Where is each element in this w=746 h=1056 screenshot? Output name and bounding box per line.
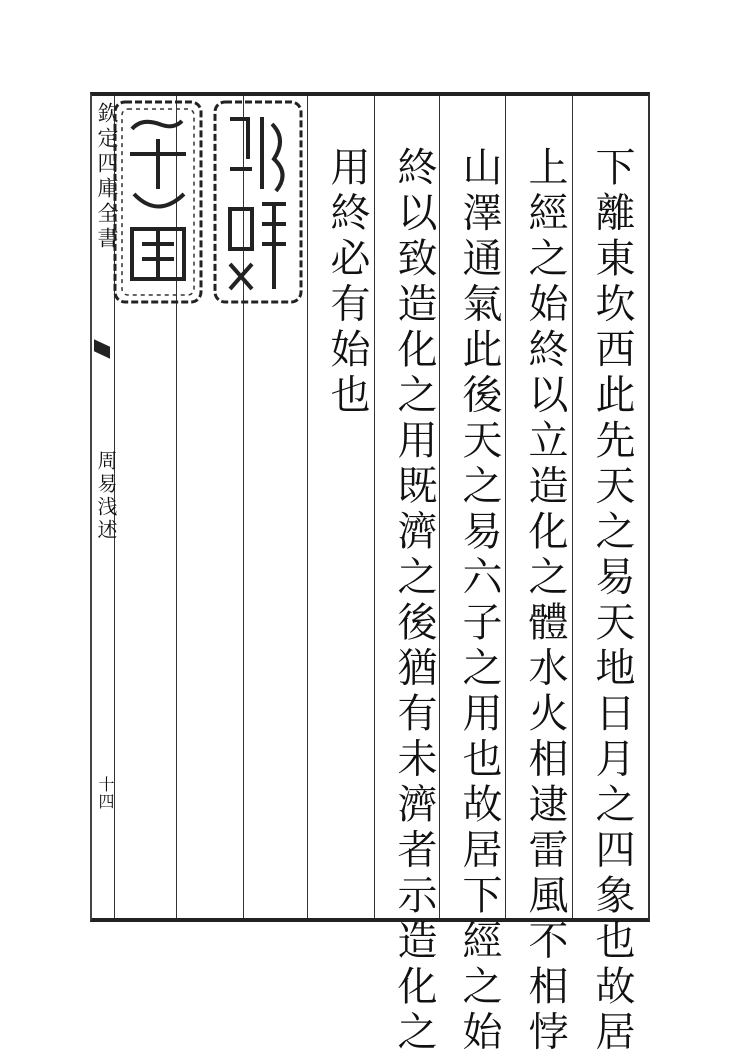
header-title: 欽定四庫全書: [95, 102, 119, 252]
seal-left-panel: [112, 99, 204, 305]
book-title: 周易浅述: [94, 450, 118, 542]
text-column-5: 用終必有始也: [324, 146, 370, 419]
text-column-3: 山澤通氣此後天之易六子之用也故居下經之始: [456, 146, 502, 1056]
imperial-seal: [112, 99, 304, 305]
text-column-2: 上經之始終以立造化之體水火相逮雷風不相悖: [522, 146, 568, 1056]
column-rule: [307, 96, 308, 918]
margin-strip: [92, 96, 119, 918]
page-number: 十四: [96, 776, 115, 810]
text-column-4: 終以致造化之用既濟之後猶有未濟者示造化之: [391, 146, 437, 1056]
seal-right-panel: [212, 99, 304, 305]
text-column-1: 下離東坎西此先天之易天地日月之四象也故居: [589, 146, 635, 1056]
